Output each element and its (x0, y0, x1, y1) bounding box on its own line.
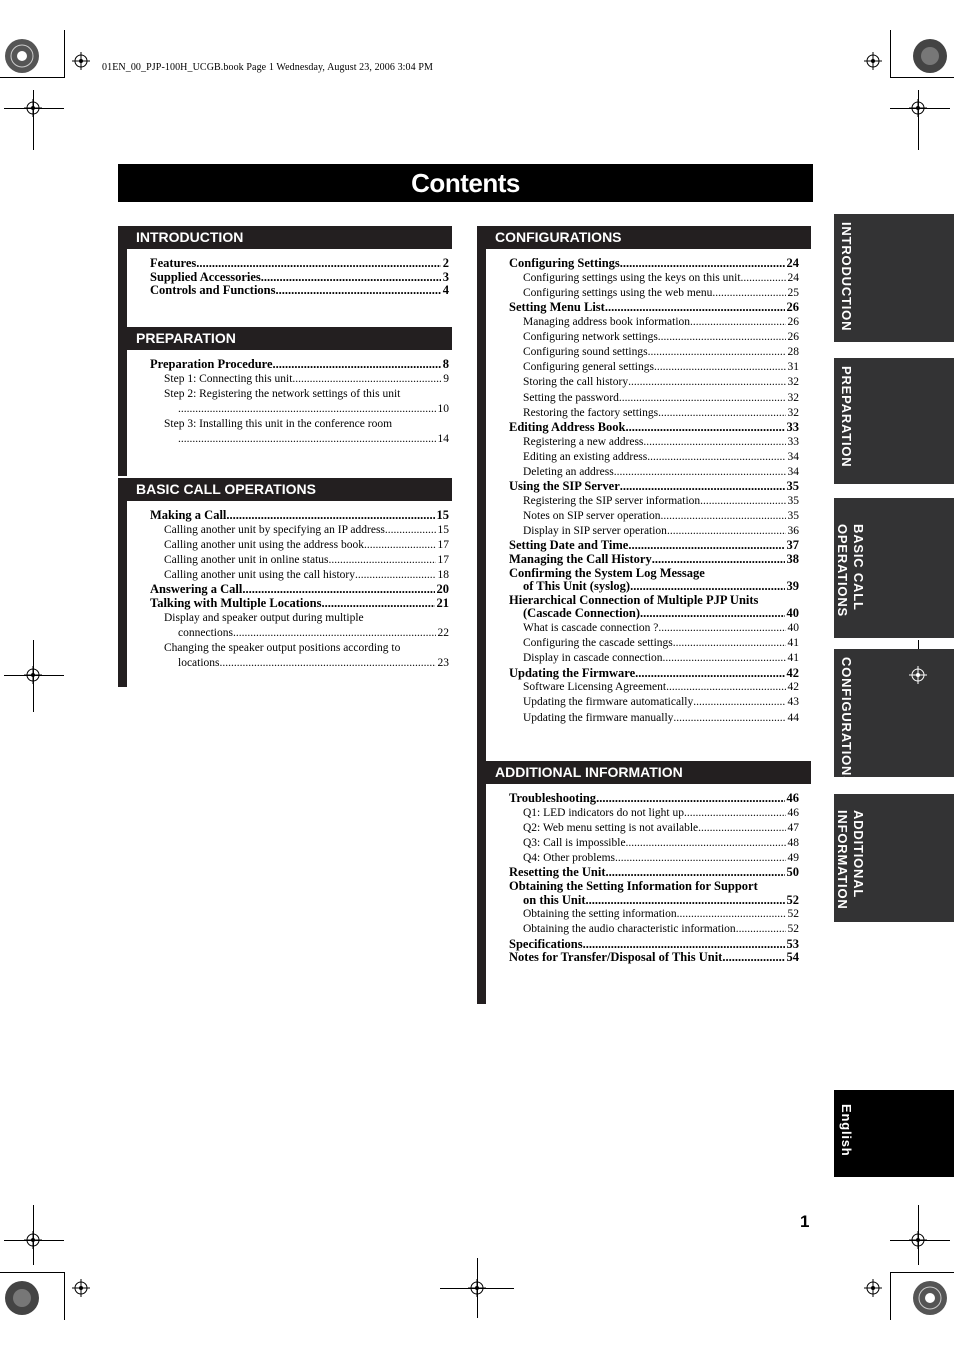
toc-subentry[interactable]: Configuring network settings ..... 26 (523, 330, 799, 345)
page-title: Contents (118, 164, 813, 202)
registration-mark-icon (912, 1280, 948, 1316)
crosshair-icon (909, 1231, 927, 1249)
side-tab-additional-information[interactable]: ADDITIONAL INFORMATION (834, 794, 954, 922)
toc-subentry[interactable]: Changing the speaker output positions according to locations ..... 23 (164, 641, 449, 671)
page-number: 1 (800, 1212, 810, 1231)
toc-entry[interactable]: Editing Address Book ..... 33 (509, 421, 799, 435)
toc-subentry[interactable]: Editing an existing address ..... 34 (523, 450, 799, 465)
crosshair-icon (864, 1279, 882, 1297)
toc-subentry[interactable]: Q3: Call is impossible ..... 48 (523, 836, 799, 851)
toc-subentry[interactable]: Step 1: Connecting this unit ..... 9 (164, 372, 449, 387)
crosshair-icon (24, 666, 42, 684)
toc-entry[interactable]: Hierarchical Connection of Multiple PJP Units (Cascade Connection) ..... 40 (509, 594, 799, 621)
toc-subentry[interactable]: Calling another unit by specifying an IP address ..... 15 (164, 523, 449, 538)
section-heading: ADDITIONAL INFORMATION (477, 761, 811, 784)
section-heading: INTRODUCTION (118, 226, 452, 249)
toc-subentry[interactable]: Notes on SIP server operation ..... 35 (523, 509, 799, 524)
toc-subentry[interactable]: Step 2: Registering the network settings of this unit ..... 10 (164, 387, 449, 417)
crosshair-icon (72, 52, 90, 70)
toc-subentry[interactable]: Updating the firmware automatically ..... 43 (523, 695, 799, 710)
side-tab-preparation[interactable]: PREPARATION (834, 358, 954, 484)
toc-entry[interactable]: Troubleshooting ..... 46 (509, 792, 799, 806)
toc-entry[interactable]: Making a Call ..... 15 (150, 509, 449, 523)
section-heading: PREPARATION (118, 327, 452, 350)
section-preparation (118, 327, 452, 476)
toc-entry[interactable]: Confirming the System Log Message of This Unit (syslog) ..... 39 (509, 567, 799, 594)
toc-subentry[interactable]: Restoring the factory settings ..... 32 (523, 406, 799, 421)
side-tab-basic-call-operations[interactable]: BASIC CALL OPERATIONS (834, 498, 954, 638)
toc-subentry[interactable]: Obtaining the audio characteristic information ..... 52 (523, 922, 799, 937)
toc-entry[interactable]: Controls and Functions ..... 4 (150, 284, 449, 298)
section-heading: CONFIGURATIONS (477, 226, 811, 249)
toc-entry[interactable]: Setting Date and Time ..... 37 (509, 539, 799, 553)
crosshair-icon (864, 52, 882, 70)
toc-entry[interactable]: Features ..... 2 (150, 257, 449, 271)
crosshair-icon (468, 1279, 486, 1297)
crosshair-icon (24, 99, 42, 117)
section-configurations (477, 226, 811, 768)
toc-entry[interactable]: Updating the Firmware ..... 42 (509, 667, 799, 681)
crosshair-icon (909, 99, 927, 117)
section-basic-call-operations (118, 478, 452, 687)
toc-subentry[interactable]: Configuring settings using the web menu ..... 25 (523, 286, 799, 301)
section-additional-information (477, 761, 811, 1004)
toc-subentry[interactable]: What is cascade connection ? ..... 40 (523, 621, 799, 636)
toc-subentry[interactable]: Registering a new address ..... 33 (523, 435, 799, 450)
toc-subentry[interactable]: Step 3: Installing this unit in the conference room ..... 14 (164, 417, 449, 447)
crosshair-icon (72, 1279, 90, 1297)
section-introduction (118, 226, 452, 335)
toc-subentry[interactable]: Display in cascade connection ..... 41 (523, 651, 799, 666)
toc-subentry[interactable]: Configuring settings using the keys on this unit ..... 24 (523, 271, 799, 286)
toc-subentry[interactable]: Configuring general settings ..... 31 (523, 360, 799, 375)
toc-subentry[interactable]: Calling another unit in online status ..... 17 (164, 553, 449, 568)
toc-entry[interactable]: Using the SIP Server ..... 35 (509, 480, 799, 494)
toc-entry[interactable]: Configuring Settings ..... 24 (509, 257, 799, 271)
toc-entry[interactable]: Obtaining the Setting Information for Support on this Unit ..... 52 (509, 880, 799, 907)
toc-entry[interactable]: Notes for Transfer/Disposal of This Unit ..... 54 (509, 951, 799, 965)
toc-subentry[interactable]: Obtaining the setting information ..... 52 (523, 907, 799, 922)
registration-mark-icon (912, 38, 948, 74)
toc-subentry[interactable]: Software Licensing Agreement ..... 42 (523, 680, 799, 695)
toc-subentry[interactable]: Deleting an address ..... 34 (523, 465, 799, 480)
registration-mark-icon (4, 1280, 40, 1316)
toc-entry[interactable]: Resetting the Unit ..... 50 (509, 866, 799, 880)
toc-entry[interactable]: Preparation Procedure ..... 8 (150, 358, 449, 372)
toc-subentry[interactable]: Display in SIP server operation ..... 36 (523, 524, 799, 539)
toc-subentry[interactable]: Registering the SIP server information ..... 35 (523, 494, 799, 509)
toc-subentry[interactable]: Display and speaker output during multiple connections ..... 22 (164, 611, 449, 641)
section-heading: BASIC CALL OPERATIONS (118, 478, 452, 501)
toc-subentry[interactable]: Configuring the cascade settings ..... 41 (523, 636, 799, 651)
crosshair-icon (24, 1231, 42, 1249)
registration-mark-icon (4, 38, 40, 74)
toc-subentry[interactable]: Q4: Other problems ..... 49 (523, 851, 799, 866)
toc-entry[interactable]: Managing the Call History ..... 38 (509, 553, 799, 567)
toc-subentry[interactable]: Q1: LED indicators do not light up ..... 46 (523, 806, 799, 821)
side-tab-configurations[interactable]: CONFIGURATIONS (834, 649, 954, 777)
toc-subentry[interactable]: Storing the call history ..... 32 (523, 375, 799, 390)
side-tab-introduction[interactable]: INTRODUCTION (834, 214, 954, 342)
toc-entry[interactable]: Supplied Accessories ..... 3 (150, 271, 449, 285)
toc-entry[interactable]: Answering a Call ..... 20 (150, 583, 449, 597)
toc-entry[interactable]: Specifications ..... 53 (509, 938, 799, 952)
side-tab-english[interactable]: English (834, 1090, 954, 1177)
toc-subentry[interactable]: Configuring sound settings ..... 28 (523, 345, 799, 360)
toc-entry[interactable]: Talking with Multiple Locations ..... 21 (150, 597, 449, 611)
toc-subentry[interactable]: Updating the firmware manually ..... 44 (523, 711, 799, 726)
toc-subentry[interactable]: Setting the password ..... 32 (523, 391, 799, 406)
file-header: 01EN_00_PJP-100H_UCGB.book Page 1 Wednesday, August 23, 2006 3:04 PM (102, 62, 434, 73)
toc-subentry[interactable]: Q2: Web menu setting is not available ..... 47 (523, 821, 799, 836)
toc-subentry[interactable]: Calling another unit using the call history ..... 18 (164, 568, 449, 583)
crosshair-icon (909, 666, 927, 684)
toc-subentry[interactable]: Calling another unit using the address book ..... 17 (164, 538, 449, 553)
toc-subentry[interactable]: Managing address book information ..... 26 (523, 315, 799, 330)
toc-entry[interactable]: Setting Menu List ..... 26 (509, 301, 799, 315)
